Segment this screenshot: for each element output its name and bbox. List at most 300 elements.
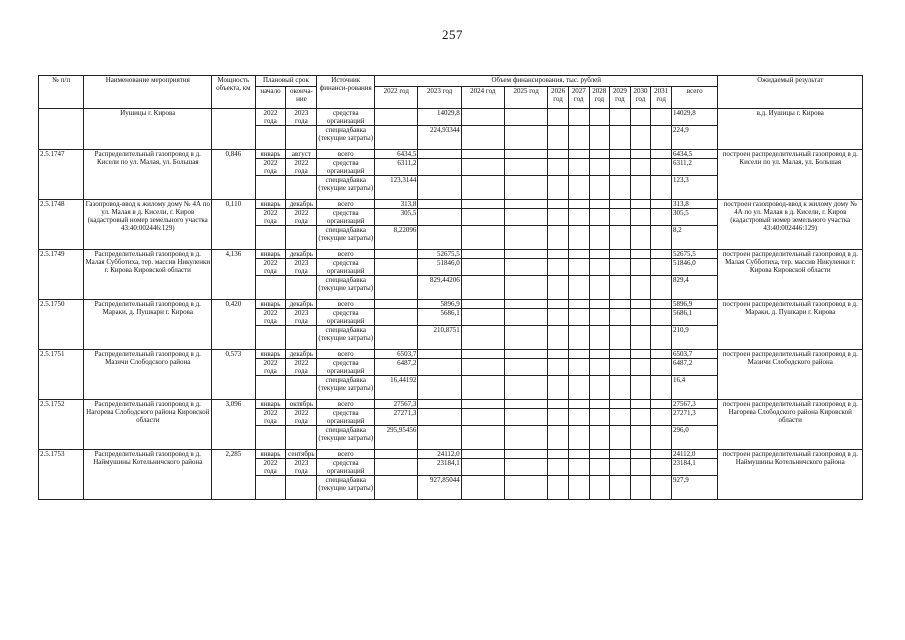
term-start: 2022 года	[255, 159, 286, 176]
value-empty	[504, 209, 547, 226]
value-empty	[568, 109, 589, 126]
term-end	[286, 376, 317, 400]
value-total: 27567,3	[671, 400, 718, 409]
row-name: Распределительный газопровод в д. Кисели по ул. Малая, ул. Большая	[84, 150, 212, 200]
financing-table	[38, 75, 863, 500]
value-2022	[375, 326, 418, 350]
value-2023	[418, 176, 461, 200]
value-empty	[610, 176, 631, 200]
value-empty	[461, 359, 504, 376]
value-empty	[610, 159, 631, 176]
value-empty	[548, 409, 569, 426]
term-start	[255, 376, 286, 400]
value-empty	[568, 400, 589, 409]
row-power: 2,285	[212, 450, 255, 500]
value-empty	[461, 326, 504, 350]
value-empty	[651, 300, 672, 309]
value-empty	[568, 300, 589, 309]
value-empty	[630, 126, 651, 150]
value-empty	[651, 226, 672, 250]
term-end	[286, 476, 317, 500]
value-2022: 16,44192	[375, 376, 418, 400]
value-total: 305,5	[671, 209, 718, 226]
header-volume: Объем финансирования, тыс. рублей	[375, 76, 718, 87]
value-total: 6311,2	[671, 159, 718, 176]
value-empty	[610, 300, 631, 309]
header-result: Ожидаемый результат	[718, 76, 863, 109]
term-end: 2023 года	[286, 309, 317, 326]
funding-source: средства организаций	[317, 209, 375, 226]
value-empty	[504, 109, 547, 126]
row-result: построен распределительный газопровод в д. Малая Субботиха, тер. массив Никуленки г. Кирова Кировской области	[718, 250, 863, 300]
term-start	[255, 226, 286, 250]
value-empty	[568, 350, 589, 359]
value-empty	[589, 350, 610, 359]
header-term-end: оконча-ние	[286, 87, 317, 109]
value-empty	[589, 126, 610, 150]
value-empty	[461, 209, 504, 226]
value-2023	[418, 359, 461, 376]
value-empty	[610, 409, 631, 426]
value-empty	[568, 409, 589, 426]
value-empty	[589, 359, 610, 376]
value-empty	[548, 376, 569, 400]
funding-source: средства организаций	[317, 259, 375, 276]
term-end: декабрь	[286, 300, 317, 309]
value-empty	[504, 259, 547, 276]
value-2023: 5686,1	[418, 309, 461, 326]
value-empty	[504, 226, 547, 250]
value-2022	[375, 309, 418, 326]
value-empty	[568, 159, 589, 176]
value-total: 927,9	[671, 476, 718, 500]
value-2023	[418, 350, 461, 359]
value-2023: 24112,0	[418, 450, 461, 459]
value-total: 6487,2	[671, 359, 718, 376]
value-empty	[548, 250, 569, 259]
funding-source: спецнадбавка (текущие затраты)	[317, 376, 375, 400]
row-number	[39, 109, 84, 150]
value-empty	[651, 259, 672, 276]
term-start: 2022 года	[255, 259, 286, 276]
funding-source: всего	[317, 450, 375, 459]
value-empty	[630, 450, 651, 459]
value-empty	[630, 276, 651, 300]
value-empty	[630, 326, 651, 350]
funding-source: спецнадбавка (текущие затраты)	[317, 226, 375, 250]
value-empty	[610, 376, 631, 400]
term-end: декабрь	[286, 250, 317, 259]
value-empty	[610, 226, 631, 250]
value-empty	[589, 409, 610, 426]
page-number: 257	[442, 27, 463, 42]
value-empty	[651, 276, 672, 300]
value-empty	[568, 176, 589, 200]
funding-source: всего	[317, 150, 375, 159]
value-empty	[461, 409, 504, 426]
row-power: 0,110	[212, 200, 255, 250]
value-2023: 224,93344	[418, 126, 461, 150]
table-row	[39, 400, 863, 409]
value-empty	[504, 300, 547, 309]
funding-source: спецнадбавка (текущие затраты)	[317, 176, 375, 200]
value-empty	[504, 459, 547, 476]
funding-source: средства организаций	[317, 159, 375, 176]
header-year: 2031 год	[651, 87, 672, 109]
value-empty	[568, 126, 589, 150]
value-empty	[589, 459, 610, 476]
value-empty	[630, 200, 651, 209]
value-empty	[504, 409, 547, 426]
value-2023: 51846,0	[418, 259, 461, 276]
value-empty	[589, 276, 610, 300]
value-empty	[610, 426, 631, 450]
value-empty	[504, 159, 547, 176]
value-empty	[610, 276, 631, 300]
value-2023	[418, 400, 461, 409]
funding-source: спецнадбавка (текущие затраты)	[317, 426, 375, 450]
row-power	[212, 109, 255, 150]
term-start: январь	[255, 450, 286, 459]
term-start	[255, 426, 286, 450]
value-empty	[630, 400, 651, 409]
value-empty	[504, 176, 547, 200]
value-empty	[461, 250, 504, 259]
funding-source: всего	[317, 300, 375, 309]
value-2023: 210,8751	[418, 326, 461, 350]
value-empty	[651, 350, 672, 359]
table-row	[39, 109, 863, 126]
value-empty	[589, 209, 610, 226]
value-2023	[418, 426, 461, 450]
value-empty	[568, 150, 589, 159]
value-empty	[610, 250, 631, 259]
value-empty	[589, 426, 610, 450]
row-number: 2.5.1748	[39, 200, 84, 250]
value-empty	[548, 450, 569, 459]
row-result: построен распределительный газопровод в д. Кисели по ул. Малая, ул. Большая	[718, 150, 863, 200]
row-name: Газопровод-ввод к жилому дому № 4А по ул. Малая в д. Кисели, г. Киров (кадастровый номер земельного участка 43:40:002446:129)	[84, 200, 212, 250]
value-empty	[568, 450, 589, 459]
value-empty	[651, 109, 672, 126]
term-start: январь	[255, 250, 286, 259]
value-2023	[418, 409, 461, 426]
value-2023	[418, 150, 461, 159]
term-end: 2023 года	[286, 109, 317, 126]
value-empty	[548, 209, 569, 226]
value-empty	[589, 259, 610, 276]
value-empty	[589, 159, 610, 176]
value-empty	[461, 200, 504, 209]
value-empty	[548, 126, 569, 150]
value-empty	[461, 150, 504, 159]
value-empty	[589, 450, 610, 459]
value-empty	[651, 426, 672, 450]
value-empty	[630, 209, 651, 226]
value-2023	[418, 376, 461, 400]
value-empty	[568, 309, 589, 326]
term-end	[286, 176, 317, 200]
value-empty	[630, 250, 651, 259]
term-start: 2022 года	[255, 209, 286, 226]
term-start	[255, 276, 286, 300]
row-power: 0,846	[212, 150, 255, 200]
value-empty	[651, 476, 672, 500]
value-empty	[548, 259, 569, 276]
value-empty	[548, 300, 569, 309]
value-2022: 8,22096	[375, 226, 418, 250]
value-empty	[548, 400, 569, 409]
value-empty	[504, 450, 547, 459]
value-total: 224,9	[671, 126, 718, 150]
value-empty	[651, 400, 672, 409]
header-year: 2025 год	[504, 87, 547, 109]
value-empty	[630, 309, 651, 326]
row-result: в.д. Иушицы г. Кирова	[718, 109, 863, 150]
value-empty	[568, 326, 589, 350]
term-start	[255, 326, 286, 350]
value-2022: 305,5	[375, 209, 418, 226]
value-2022	[375, 459, 418, 476]
value-empty	[589, 309, 610, 326]
value-empty	[630, 109, 651, 126]
header-term-start: начало	[255, 87, 286, 109]
row-number: 2.5.1751	[39, 350, 84, 400]
term-start: 2022 года	[255, 309, 286, 326]
row-name: Иушицы г. Кирова	[84, 109, 212, 150]
term-end: 2023 года	[286, 459, 317, 476]
value-total: 5686,1	[671, 309, 718, 326]
term-start	[255, 176, 286, 200]
funding-source: всего	[317, 400, 375, 409]
term-end	[286, 226, 317, 250]
value-empty	[651, 209, 672, 226]
funding-source: всего	[317, 200, 375, 209]
term-end: декабрь	[286, 200, 317, 209]
value-empty	[630, 226, 651, 250]
value-empty	[548, 350, 569, 359]
row-name: Распределительный газопровод в д. Наймушины Котельничского района	[84, 450, 212, 500]
value-empty	[568, 250, 589, 259]
term-start: январь	[255, 200, 286, 209]
value-empty	[651, 450, 672, 459]
value-2022: 6487,2	[375, 359, 418, 376]
funding-source: всего	[317, 350, 375, 359]
value-empty	[461, 450, 504, 459]
header-year: 2028 год	[589, 87, 610, 109]
value-total: 23184,1	[671, 459, 718, 476]
term-start	[255, 126, 286, 150]
value-empty	[589, 376, 610, 400]
header-power: Мощность объекта, км	[212, 76, 255, 109]
value-empty	[630, 376, 651, 400]
row-number: 2.5.1750	[39, 300, 84, 350]
value-empty	[504, 359, 547, 376]
value-total: 52675,5	[671, 250, 718, 259]
table-row	[39, 250, 863, 259]
table-row	[39, 200, 863, 209]
funding-source: средства организаций	[317, 359, 375, 376]
value-empty	[504, 400, 547, 409]
value-empty	[651, 250, 672, 259]
value-empty	[548, 459, 569, 476]
value-empty	[589, 476, 610, 500]
row-result: построен распределительный газопровод в д. Нагорева Слободского района Кировской области	[718, 400, 863, 450]
value-empty	[504, 426, 547, 450]
value-empty	[630, 259, 651, 276]
funding-source: всего	[317, 250, 375, 259]
value-2023	[418, 226, 461, 250]
value-empty	[589, 176, 610, 200]
value-empty	[461, 159, 504, 176]
value-empty	[589, 109, 610, 126]
table-row	[39, 150, 863, 159]
value-empty	[610, 359, 631, 376]
value-total: 14029,8	[671, 109, 718, 126]
value-empty	[651, 309, 672, 326]
value-2023: 14029,8	[418, 109, 461, 126]
value-empty	[610, 209, 631, 226]
row-result: построен распределительный газопровод в д. Мараки, д. Пушкари г. Кирова	[718, 300, 863, 350]
value-empty	[504, 476, 547, 500]
header-year: 2024 год	[461, 87, 504, 109]
value-empty	[461, 376, 504, 400]
term-end: август	[286, 150, 317, 159]
funding-source: средства организаций	[317, 409, 375, 426]
value-empty	[610, 126, 631, 150]
value-empty	[461, 426, 504, 450]
header-term: Плановый срок	[255, 76, 317, 87]
value-empty	[568, 426, 589, 450]
term-end: декабрь	[286, 350, 317, 359]
term-end: 2022 года	[286, 359, 317, 376]
value-total: 24112,0	[671, 450, 718, 459]
value-total: 8,2	[671, 226, 718, 250]
value-empty	[461, 300, 504, 309]
value-empty	[461, 109, 504, 126]
value-total: 313,8	[671, 200, 718, 209]
header-year: 2029 год	[610, 87, 631, 109]
value-empty	[630, 159, 651, 176]
term-start: 2022 года	[255, 109, 286, 126]
value-2022: 6503,7	[375, 350, 418, 359]
value-2023: 829,44206	[418, 276, 461, 300]
value-empty	[504, 126, 547, 150]
value-empty	[630, 350, 651, 359]
value-2022: 27567,3	[375, 400, 418, 409]
row-power: 3,096	[212, 400, 255, 450]
value-total: 16,4	[671, 376, 718, 400]
term-start: 2022 года	[255, 409, 286, 426]
value-2023: 5896,9	[418, 300, 461, 309]
value-2022	[375, 276, 418, 300]
value-empty	[461, 126, 504, 150]
value-total: 123,3	[671, 176, 718, 200]
value-2022: 295,95456	[375, 426, 418, 450]
value-2022	[375, 250, 418, 259]
row-power: 0,573	[212, 350, 255, 400]
term-start	[255, 476, 286, 500]
header-year: 2027 год	[568, 87, 589, 109]
value-2022: 313,8	[375, 200, 418, 209]
value-empty	[610, 259, 631, 276]
value-total: 51846,0	[671, 259, 718, 276]
value-2023: 927,85044	[418, 476, 461, 500]
value-empty	[548, 176, 569, 200]
value-empty	[461, 400, 504, 409]
term-end	[286, 426, 317, 450]
value-total: 210,9	[671, 326, 718, 350]
row-result: построен распределительный газопровод в д. Мазичи Слободского района	[718, 350, 863, 400]
value-total: 829,4	[671, 276, 718, 300]
value-empty	[548, 309, 569, 326]
row-number: 2.5.1747	[39, 150, 84, 200]
value-empty	[651, 459, 672, 476]
term-end: 2022 года	[286, 159, 317, 176]
value-empty	[568, 459, 589, 476]
header-year: 2026 год	[548, 87, 569, 109]
value-empty	[504, 250, 547, 259]
term-end	[286, 326, 317, 350]
row-name: Распределительный газопровод в д. Нагорева Слободского района Кировской области	[84, 400, 212, 450]
row-name: Распределительный газопровод в д. Малая Субботиха, тер. массив Никуленки г. Кирова Кировской области	[84, 250, 212, 300]
value-2022	[375, 300, 418, 309]
value-empty	[651, 159, 672, 176]
term-end: октябрь	[286, 400, 317, 409]
value-empty	[610, 459, 631, 476]
value-empty	[568, 259, 589, 276]
value-total: 6503,7	[671, 350, 718, 359]
funding-source: спецнадбавка (текущие затраты)	[317, 276, 375, 300]
value-empty	[568, 209, 589, 226]
header-num: № п/п	[39, 76, 84, 109]
value-empty	[651, 200, 672, 209]
row-number: 2.5.1753	[39, 450, 84, 500]
value-total: 6434,5	[671, 150, 718, 159]
value-empty	[461, 309, 504, 326]
value-empty	[504, 150, 547, 159]
value-empty	[589, 200, 610, 209]
value-empty	[504, 309, 547, 326]
value-empty	[589, 400, 610, 409]
value-empty	[610, 326, 631, 350]
header-total: всего	[671, 87, 718, 109]
value-empty	[651, 376, 672, 400]
value-empty	[610, 400, 631, 409]
value-empty	[548, 150, 569, 159]
value-2023	[418, 159, 461, 176]
value-2022	[375, 109, 418, 126]
term-end: 2023 года	[286, 259, 317, 276]
term-end: 2022 года	[286, 209, 317, 226]
value-empty	[504, 376, 547, 400]
value-2022: 6311,2	[375, 159, 418, 176]
value-empty	[610, 450, 631, 459]
value-2022	[375, 259, 418, 276]
value-2023: 52675,5	[418, 250, 461, 259]
value-empty	[548, 109, 569, 126]
value-empty	[548, 359, 569, 376]
row-number: 2.5.1749	[39, 250, 84, 300]
value-total: 27271,3	[671, 409, 718, 426]
header-source: Источник финанси-рования	[317, 76, 375, 109]
value-2022: 123,3144	[375, 176, 418, 200]
value-empty	[651, 150, 672, 159]
value-empty	[651, 359, 672, 376]
term-start: 2022 года	[255, 359, 286, 376]
value-empty	[651, 176, 672, 200]
value-empty	[548, 226, 569, 250]
